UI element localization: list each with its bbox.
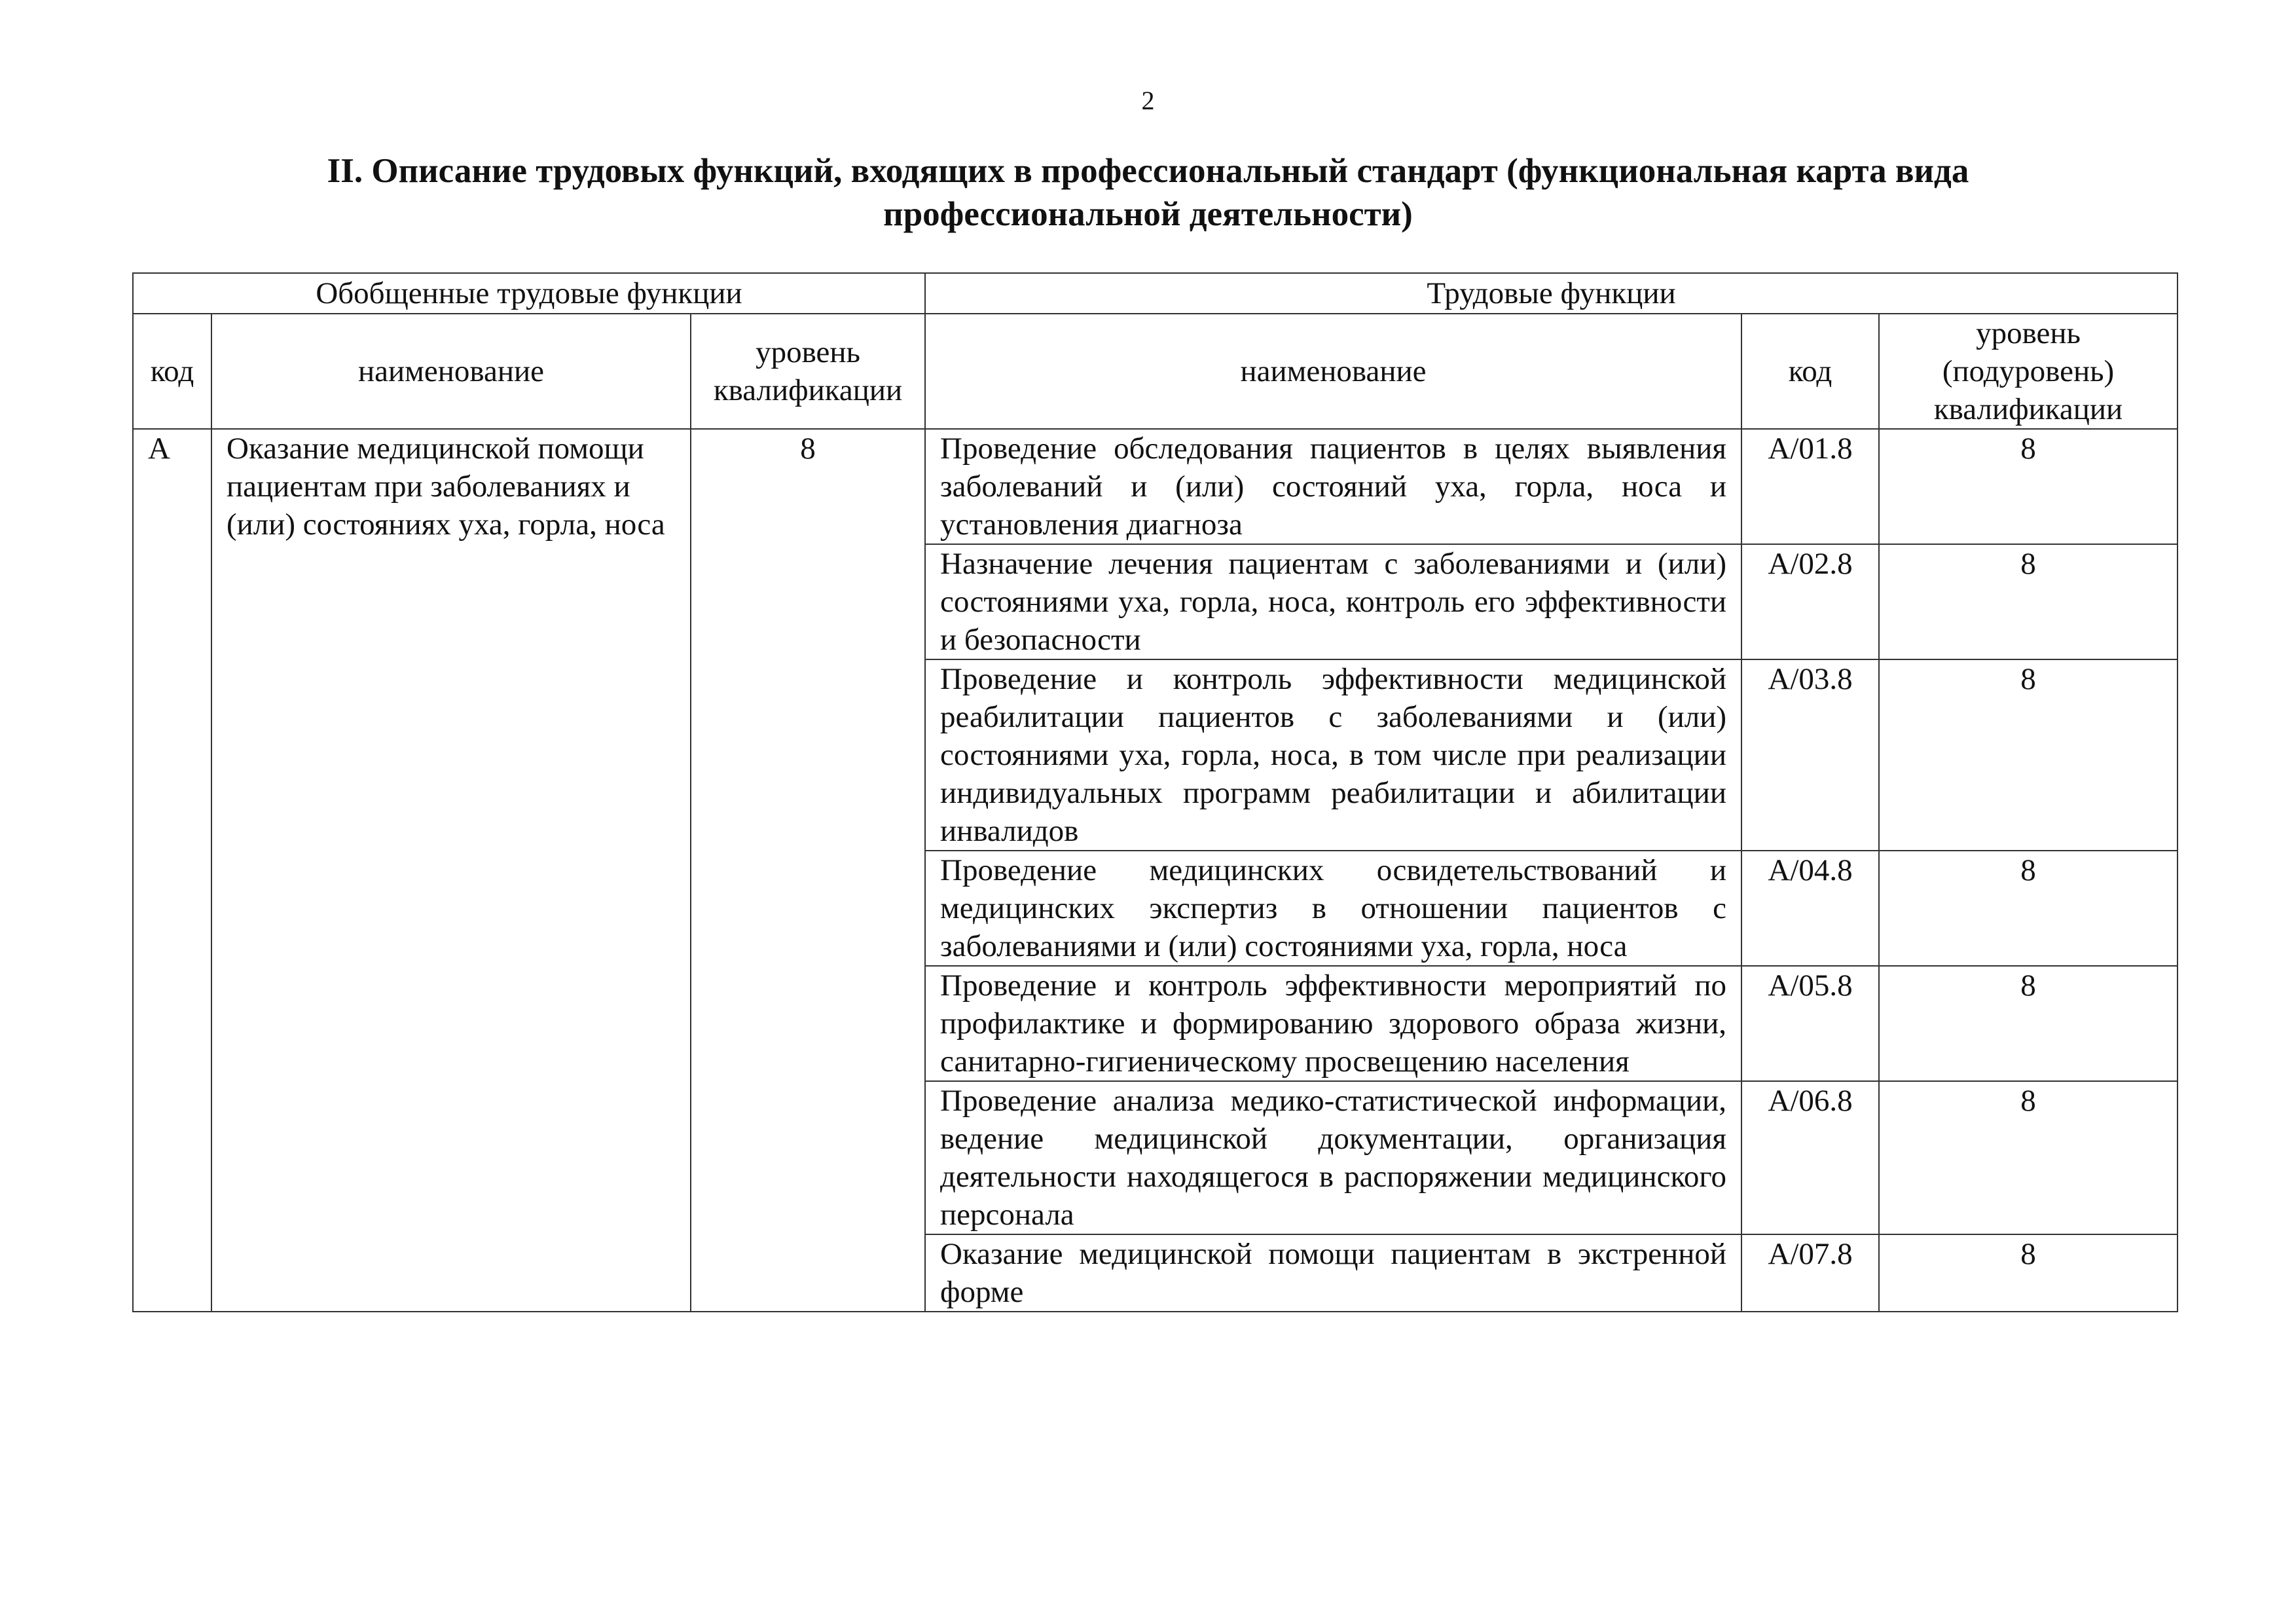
page-title-line-1: II. Описание трудовых функций, входящих в профессиональный стандарт (функциональная карта вида (327, 152, 1969, 190)
gen-function-level: 8 (691, 429, 925, 1312)
function-name: Проведение и контроль эффективности медицинской реабилитации пациентов с заболеваниями и (или) состояниями уха, горла, носа, в том числе при реализации индивидуальных программ реабилитации и абилитации инвалидов (925, 659, 1741, 851)
function-name: Проведение и контроль эффективности мероприятий по профилактике и формированию здорового образа жизни, санитарно-гигиеническому просвещению населения (925, 966, 1741, 1081)
function-level: 8 (1879, 966, 2178, 1081)
function-code: A/05.8 (1741, 966, 1879, 1081)
function-name: Проведение анализа медико-статистической информации, ведение медицинской документации, организация деятельности находящегося в распоряжении медицинского персонала (925, 1081, 1741, 1234)
header-gen-code: код (133, 314, 211, 429)
function-code: A/04.8 (1741, 851, 1879, 966)
function-level: 8 (1879, 544, 2178, 659)
function-level: 8 (1879, 429, 2178, 544)
function-code: A/01.8 (1741, 429, 1879, 544)
function-code: A/02.8 (1741, 544, 1879, 659)
function-level: 8 (1879, 659, 2178, 851)
column-header-row (133, 314, 2178, 429)
group-header-row (133, 273, 2178, 314)
function-level: 8 (1879, 1081, 2178, 1234)
function-name: Назначение лечения пациентам с заболеваниями и (или) состояниями уха, горла, носа, контроль его эффективности и безопасности (925, 544, 1741, 659)
header-func-name: наименование (925, 314, 1741, 429)
header-func-code: код (1741, 314, 1879, 429)
function-level: 8 (1879, 851, 2178, 966)
page-title (196, 149, 2100, 236)
function-name: Проведение обследования пациентов в целях выявления заболеваний и (или) состояний уха, горла, носа и установления диагноза (925, 429, 1741, 544)
page-number: 2 (1141, 86, 1155, 115)
header-func-level: уровень (подуровень) квалификации (1879, 314, 2178, 429)
page-title-line-2: профессиональной деятельности) (883, 195, 1413, 233)
function-level: 8 (1879, 1234, 2178, 1312)
gen-function-name: Оказание медицинской помощи пациентам при заболеваниях и (или) состояниях уха, горла, носа (211, 429, 691, 1312)
function-code: A/07.8 (1741, 1234, 1879, 1312)
functional-map-table (132, 272, 2178, 1312)
header-gen-level: уровень квалификации (691, 314, 925, 429)
gen-function-code: А (133, 429, 211, 1312)
table-row (133, 429, 2178, 544)
header-gen-name: наименование (211, 314, 691, 429)
function-code: A/06.8 (1741, 1081, 1879, 1234)
function-name: Проведение медицинских освидетельствований и медицинских экспертиз в отношении пациентов с заболеваниями и (или) состояниями уха, горла, носа (925, 851, 1741, 966)
function-name: Оказание медицинской помощи пациентам в экстренной форме (925, 1234, 1741, 1312)
header-generalized-functions: Обобщенные трудовые функции (133, 273, 925, 314)
function-code: A/03.8 (1741, 659, 1879, 851)
header-labor-functions: Трудовые функции (925, 273, 2178, 314)
